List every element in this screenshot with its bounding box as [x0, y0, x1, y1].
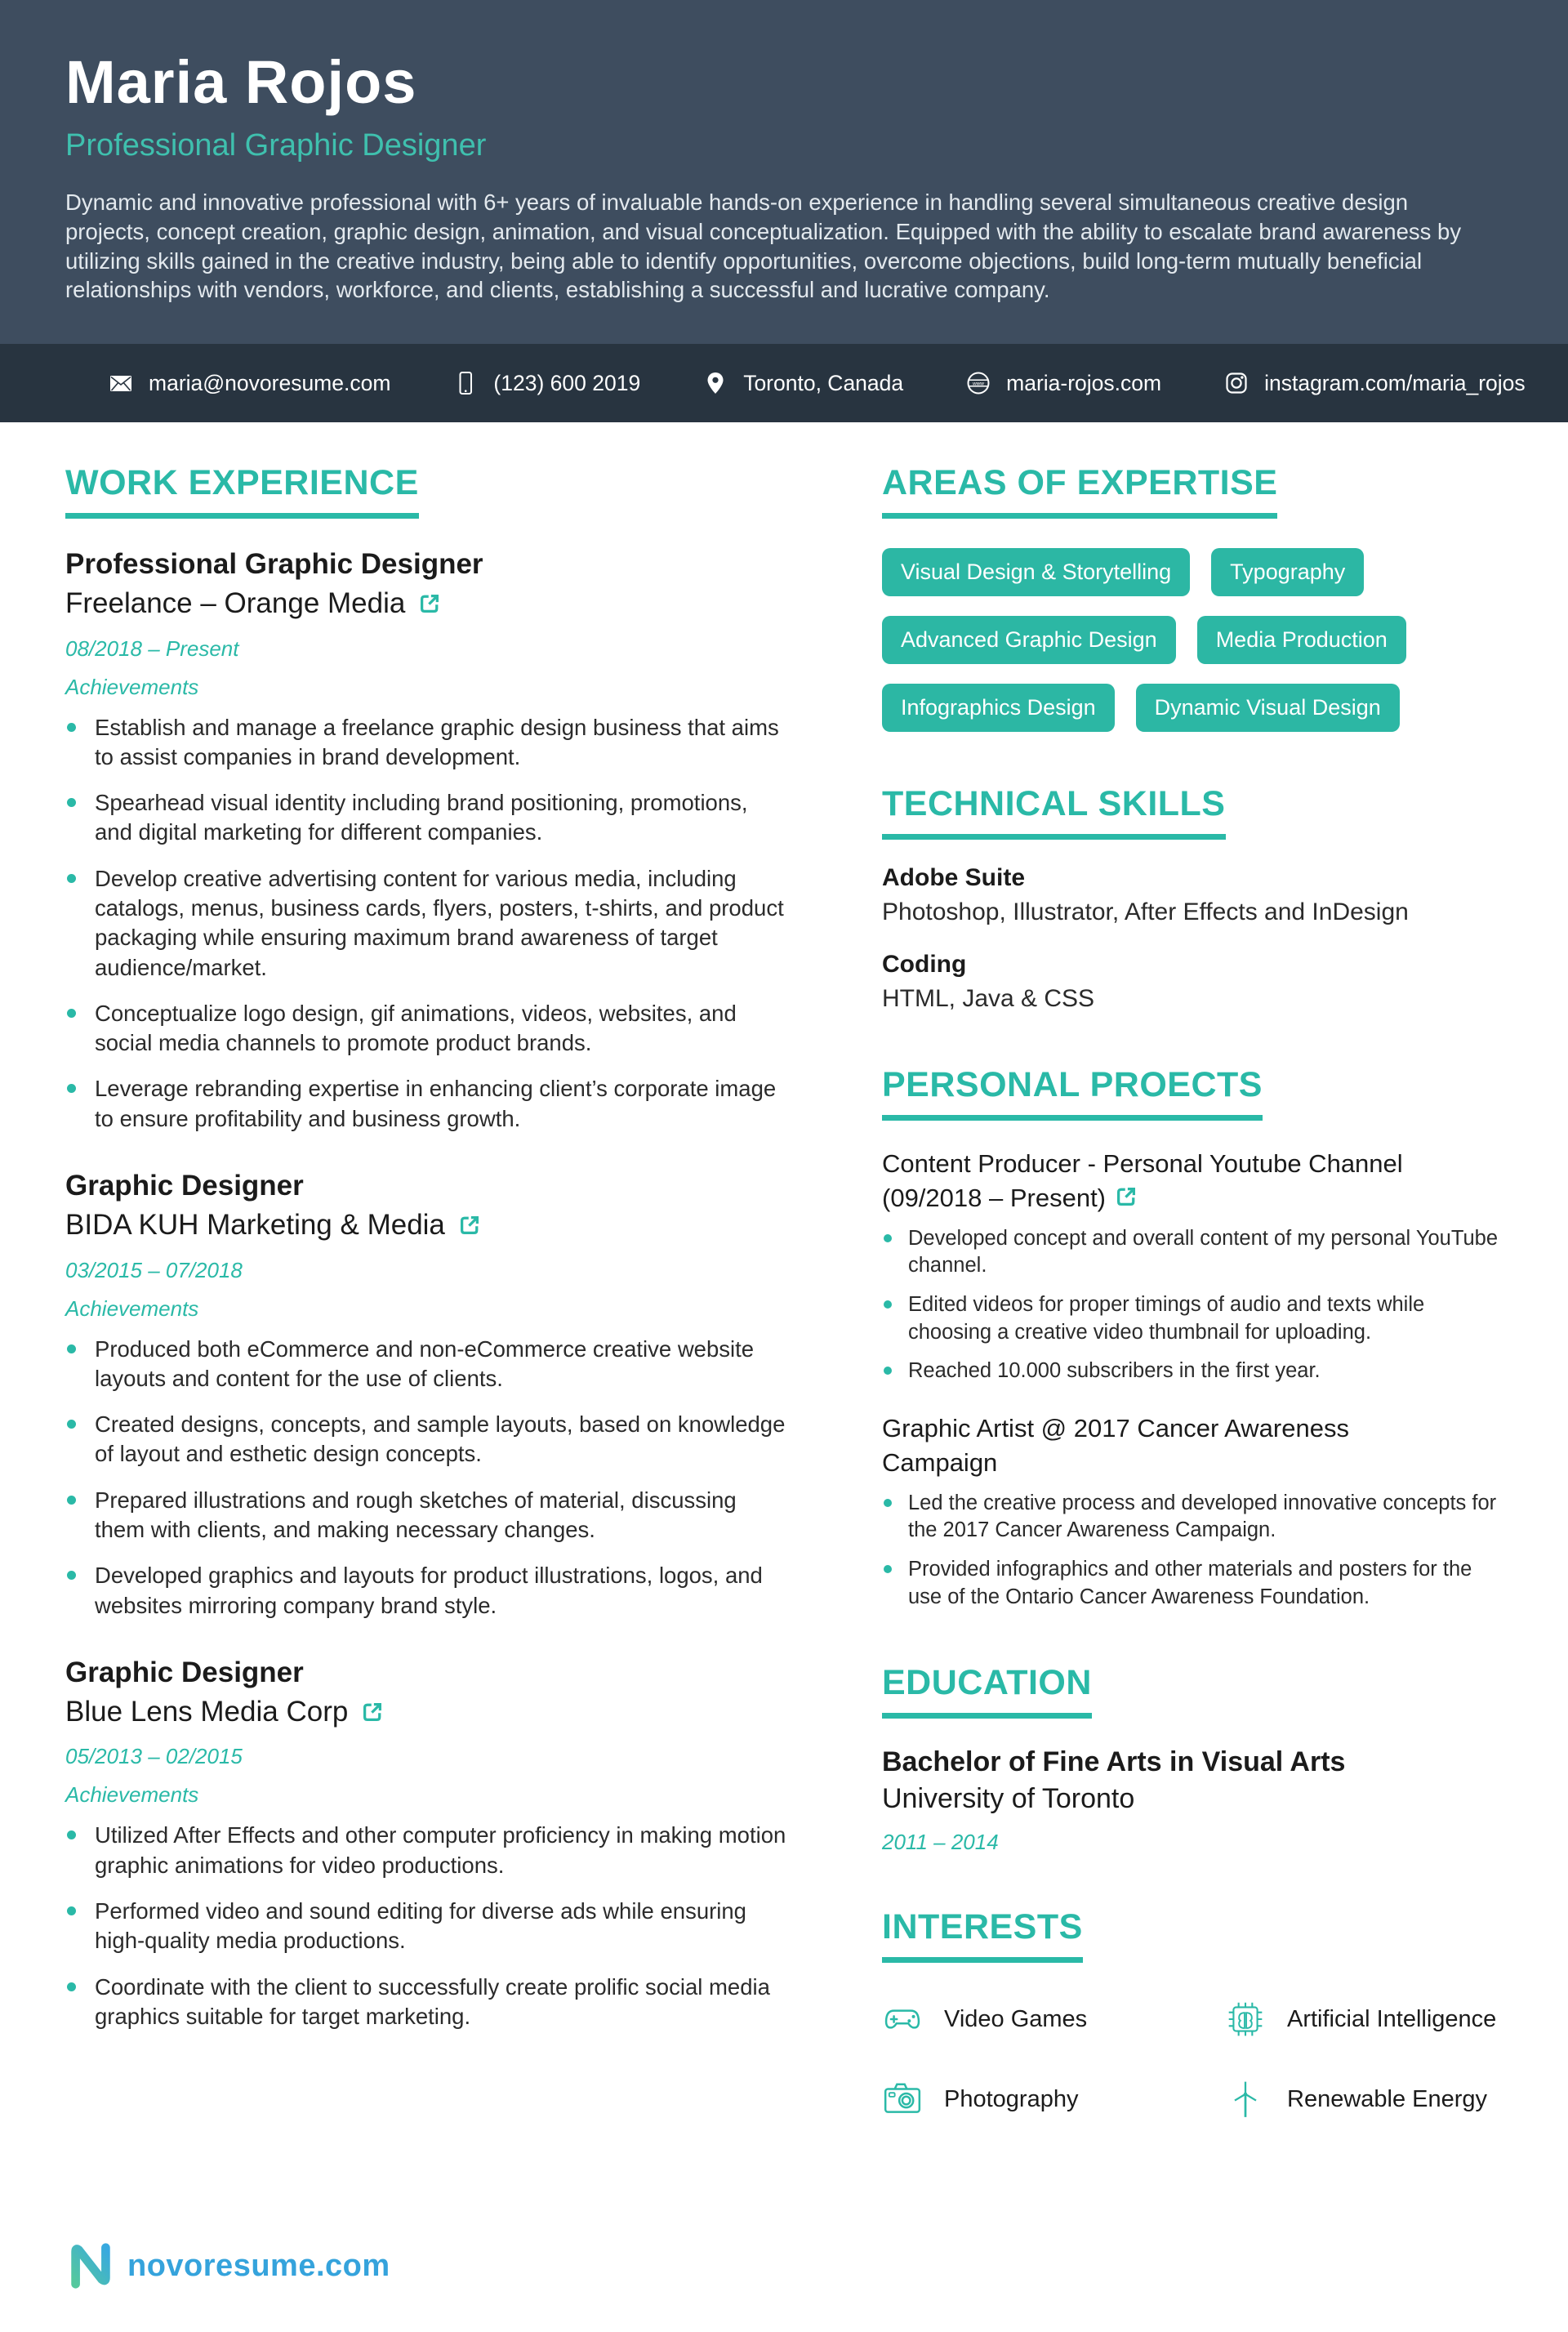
job-bullet: Coordinate with the client to successfully create prolific social media graphics suitable for target marketing.: [65, 1973, 788, 2032]
contact-item-text: maria@novoresume.com: [149, 370, 391, 395]
wind-turbine-icon: [1225, 2079, 1266, 2120]
person-name: Maria Rojos: [65, 48, 417, 116]
project-entry: [882, 1411, 1503, 1611]
achievements-label: Achievements: [65, 1782, 199, 1808]
instagram-icon: [1223, 370, 1250, 396]
svg-text:www: www: [973, 381, 985, 387]
phone-icon: [452, 370, 479, 396]
job-company: [65, 586, 788, 622]
contact-item-text: instagram.com/maria_rojos: [1264, 370, 1526, 395]
job-company-name: BIDA KUH Marketing & Media: [65, 1208, 445, 1241]
school-name: University of Toronto: [882, 1783, 1135, 1815]
job-bullets: [65, 1335, 788, 1621]
project-bullet: Reached 10.000 subscribers in the first year.: [882, 1358, 1503, 1385]
job-company-name: Blue Lens Media Corp: [65, 1695, 349, 1728]
job-entry: [65, 1168, 788, 1621]
job-bullet: Performed video and sound editing for diverse ads while ensuring high-quality media productions.: [65, 1897, 788, 1956]
expertise-tag: Typography: [1211, 548, 1364, 596]
degree-name: Bachelor of Fine Arts in Visual Arts: [882, 1746, 1346, 1778]
skill-group: [882, 951, 1503, 1013]
external-link-icon[interactable]: [360, 1700, 385, 1724]
gamepad-icon: [882, 1999, 923, 2040]
expertise-tag: Infographics Design: [882, 684, 1115, 732]
work-experience-heading: WORK EXPERIENCE: [65, 463, 419, 519]
summary-text: Dynamic and innovative professional with 6+ years of invaluable hands-on experience in handling several simultaneous creative design projects, concept creation, graphic design, animation, and visual conceptualization. Equipped with the ability to escalate brand awareness by utilizing skills gained in the creative industry, being able to identify opportunities, overcome objections, build long-term mutually beneficial relationships with vendors, workforce, and clients, establishing a successful and lucrative company.: [65, 190, 1462, 303]
project-bullets: [882, 1490, 1503, 1612]
external-link-icon[interactable]: [417, 591, 442, 616]
job-bullet: Prepared illustrations and rough sketches of material, discussing them with clients, and making necessary changes.: [65, 1486, 788, 1545]
email-icon: [108, 370, 134, 396]
contact-item: [1223, 370, 1526, 396]
resume-body: [0, 422, 1568, 2172]
location-icon: [702, 370, 728, 396]
external-link-icon[interactable]: [1114, 1184, 1138, 1209]
technical-skills-heading: TECHNICAL SKILLS: [882, 784, 1226, 840]
header: [0, 0, 1568, 344]
contact-item-text: Toronto, Canada: [743, 370, 904, 395]
job-bullet: Produced both eCommerce and non-eCommerce creative website layouts and content for the use of clients.: [65, 1335, 788, 1394]
camera-icon: [882, 2079, 923, 2120]
job-bullet: Develop creative advertising content for various media, including catalogs, menus, business cards, flyers, posters, t-shirts, and product packaging while ensuring maximum brand awareness of target audience/market.: [65, 864, 788, 983]
job-bullets: [65, 713, 788, 1135]
interest-label: Photography: [944, 2085, 1079, 2112]
job-bullet: Created designs, concepts, and sample layouts, based on knowledge of layout and esthetic design concepts.: [65, 1410, 788, 1469]
technical-skills-section: [882, 784, 1503, 1013]
job-date: 08/2018 – Present: [65, 635, 239, 661]
novoresume-logo-icon: [65, 2241, 116, 2291]
expertise-tags: [882, 548, 1503, 732]
external-link-icon[interactable]: [457, 1213, 482, 1237]
interest-item: [882, 1999, 1225, 2040]
contact-item: [702, 370, 903, 396]
contact-item: [965, 370, 1161, 396]
job-company: [65, 1207, 788, 1243]
interest-item: [882, 2079, 1225, 2120]
job-date: 03/2015 – 07/2018: [65, 1257, 243, 1282]
job-entry: [65, 1655, 788, 2031]
right-column: [833, 463, 1503, 2172]
job-title: Graphic Designer: [65, 1656, 304, 1688]
project-title: [882, 1411, 1470, 1480]
interests-heading: INTERESTS: [882, 1907, 1083, 1963]
left-column: [65, 463, 833, 2172]
interests-section: [882, 1907, 1503, 2120]
job-entry: [65, 546, 788, 1134]
expertise-tag: Advanced Graphic Design: [882, 616, 1176, 664]
skill-group-name: Coding: [882, 951, 967, 978]
interest-label: Renewable Energy: [1287, 2085, 1488, 2112]
job-bullet: Establish and manage a freelance graphic design business that aims to assist companies in brand development.: [65, 713, 788, 773]
footer: [65, 2241, 1568, 2291]
skill-group-detail: Photoshop, Illustrator, After Effects and InDesign: [882, 898, 1409, 925]
contact-item: [452, 370, 640, 396]
project-title-text: Content Producer - Personal Youtube Channel (09/2018 – Present): [882, 1149, 1403, 1212]
education-heading: EDUCATION: [882, 1663, 1092, 1719]
job-bullet: Conceptualize logo design, gif animations, videos, websites, and social media channels to promote product brands.: [65, 999, 788, 1059]
interest-item: [1225, 1999, 1503, 2040]
job-bullet: Spearhead visual identity including brand positioning, promotions, and digital marketing for different companies.: [65, 788, 788, 848]
job-company: [65, 1694, 788, 1730]
project-bullet: Provided infographics and other materials and posters for the use of the Ontario Cancer Awareness Foundation.: [882, 1556, 1503, 1611]
job-title: Graphic Designer: [65, 1170, 304, 1202]
job-date: 05/2013 – 02/2015: [65, 1744, 243, 1769]
interest-label: Artificial Intelligence: [1287, 2005, 1497, 2032]
achievements-label: Achievements: [65, 674, 199, 699]
personal-projects-heading: PERSONAL PROECTS: [882, 1065, 1263, 1121]
interests-grid: [882, 1999, 1503, 2120]
achievements-label: Achievements: [65, 1295, 199, 1321]
job-bullet: Leverage rebranding expertise in enhancing client’s corporate image to ensure profitability and business growth.: [65, 1074, 788, 1134]
job-title: Professional Graphic Designer: [65, 548, 483, 580]
personal-projects-section: [882, 1065, 1503, 1611]
footer-site-name: novoresume.com: [127, 2248, 390, 2283]
skills-list: [882, 864, 1503, 1013]
expertise-tag: Dynamic Visual Design: [1136, 684, 1400, 732]
job-bullet: Developed graphics and layouts for product illustrations, logos, and websites mirroring company brand style.: [65, 1561, 788, 1621]
skill-group-detail: HTML, Java & CSS: [882, 985, 1095, 1012]
education-section: [882, 1663, 1503, 1855]
contact-item-text: maria-rojos.com: [1006, 370, 1162, 395]
website-icon: [965, 370, 991, 396]
project-bullet: Edited videos for proper timings of audio and texts while choosing a creative video thumbnail for uploading.: [882, 1291, 1503, 1346]
expertise-tag: Visual Design & Storytelling: [882, 548, 1190, 596]
jobs-list: [65, 546, 788, 2031]
project-title: [882, 1147, 1470, 1215]
contact-bar: [0, 344, 1568, 422]
project-bullet: Led the creative process and developed innovative concepts for the 2017 Cancer Awareness Campaign.: [882, 1490, 1503, 1545]
areas-of-expertise-section: [882, 463, 1503, 732]
contact-item: [108, 370, 390, 396]
skill-group-name: Adobe Suite: [882, 864, 1026, 891]
interest-item: [1225, 2079, 1503, 2120]
areas-of-expertise-heading: AREAS OF EXPERTISE: [882, 463, 1277, 519]
expertise-tag: Media Production: [1197, 616, 1406, 664]
project-entry: [882, 1147, 1503, 1385]
projects-list: [882, 1147, 1503, 1611]
person-title: Professional Graphic Designer: [65, 128, 487, 163]
project-bullet: Developed concept and overall content of my personal YouTube channel.: [882, 1225, 1503, 1280]
work-experience-section: [65, 463, 788, 2031]
interest-label: Video Games: [944, 2005, 1088, 2032]
job-company-name: Freelance – Orange Media: [65, 586, 406, 619]
job-bullets: [65, 1821, 788, 2031]
project-title-text: Graphic Artist @ 2017 Cancer Awareness Campaign: [882, 1413, 1349, 1477]
job-bullet: Utilized After Effects and other computer proficiency in making motion graphic animations for video productions.: [65, 1821, 788, 1880]
contact-item-text: (123) 600 2019: [493, 370, 641, 395]
education-date: 2011 – 2014: [882, 1830, 999, 1855]
ai-chip-icon: [1225, 1999, 1266, 2040]
project-bullets: [882, 1225, 1503, 1385]
skill-group: [882, 864, 1503, 926]
